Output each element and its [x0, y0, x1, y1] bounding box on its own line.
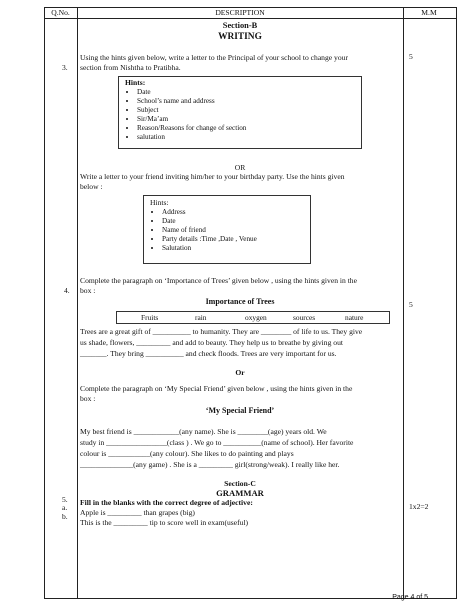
q3-number: 3.: [62, 63, 68, 72]
q3-hints-list: [119, 88, 361, 141]
q3-text-line2: section from Nishtha to Pratibha.: [80, 63, 181, 72]
section-b-title: Section-B: [222, 21, 258, 30]
q3-hint-item: • Subject: [137, 106, 361, 115]
header-divider: [44, 18, 456, 19]
q3-alt-hint-item: • Date: [162, 217, 310, 226]
q3-alt-line1: Write a letter to your friend inviting him/her to your birthday party. Use the hints given: [80, 172, 345, 181]
column-divider-marks: [403, 7, 404, 599]
q3-alt-hint-item: • Address: [162, 208, 310, 217]
section-c-subtitle: GRAMMAR: [216, 488, 264, 498]
word-bank-item: rain: [195, 313, 207, 322]
q5-number: 5.: [62, 495, 68, 504]
q5-instruction: Fill in the blanks with the correct degree of adjective:: [80, 498, 253, 507]
q3-marks: 5: [409, 52, 413, 61]
header-qno: Q.No.: [51, 8, 70, 17]
q4-alt-line1: Complete the paragraph on ‘My Special Friend’ given below , using the hints given in the: [80, 384, 353, 393]
q4-or: Or: [235, 368, 245, 377]
word-bank-item: nature: [345, 313, 364, 322]
q5-item-a: Apple is _________ than grapes (big): [80, 508, 195, 517]
header-marks: M.M: [421, 8, 437, 17]
q4-text-line2: box :: [80, 286, 96, 295]
q4-paragraph-line2: us shade, flowers, _________ and add to beauty. They help us to breathe by giving out: [80, 338, 343, 347]
q4-paragraph-line3: _______. They bring __________ and check floods. Trees are very important for us.: [80, 349, 337, 358]
q4-number: 4.: [64, 286, 70, 295]
q4-alt-paragraph-line2: study in ________________(class ) . We go to __________(name of school). Her favorite: [80, 438, 354, 447]
q3-alt-hint-item: • Salutation: [162, 244, 310, 253]
section-c-title: Section-C: [224, 479, 256, 488]
q4-marks: 5: [409, 300, 413, 309]
q4-alt-line2: box :: [80, 394, 96, 403]
q3-or: OR: [234, 163, 246, 172]
page-number: Page 4 of 5: [392, 594, 428, 601]
q3-alt-hint-item: • Party details :Time ,Date , Venue: [162, 235, 310, 244]
q3-alt-hint-item: • Name of friend: [162, 226, 310, 235]
q3-alt-hints-box: [143, 195, 311, 264]
q3-hint-item: • Date: [137, 88, 361, 97]
q3-hint-item: • salutation: [137, 133, 361, 142]
q3-hint-item: • Sir/Ma’am: [137, 115, 361, 124]
q3-alt-hints-title: Hints:: [150, 198, 169, 207]
q4-alt-paragraph-line1: My best friend is ____________(any name). She is ________(age) years old. We: [80, 427, 327, 436]
q4-title: Importance of Trees: [205, 297, 275, 306]
q3-hint-item: • School’s name and address: [137, 97, 361, 106]
q4-word-bank: [116, 311, 390, 324]
q5-item-b: This is the _________ tip to score well in exam(useful): [80, 518, 249, 527]
q5-marks: 1x2=2: [409, 502, 429, 511]
q4-text-line1: Complete the paragraph on ‘Importance of Trees’ given below , using the hints given in the: [80, 276, 357, 285]
word-bank-item: Fruits: [141, 313, 159, 322]
word-bank-item: oxygen: [245, 313, 267, 322]
q4-alt-paragraph-line3: colour is ___________(any colour). She likes to do painting and plays: [80, 449, 294, 458]
q3-hint-item: • Reason/Reasons for change of section: [137, 124, 361, 133]
q4-alt-paragraph-line4: ______________(any game) . She is a _________ girl(strong/weak). I really like her.: [80, 460, 340, 469]
q3-alt-hints-list: [144, 208, 310, 253]
header-description: DESCRIPTION: [215, 8, 265, 17]
q3-hints-title: Hints:: [125, 78, 146, 87]
q5-sub-a: a.: [62, 503, 68, 512]
q5-sub-b: b.: [62, 512, 68, 521]
section-b-subtitle: WRITING: [218, 32, 262, 42]
q3-hints-box: [118, 76, 362, 149]
q3-text-line1: Using the hints given below, write a letter to the Principal of your school to change your: [80, 53, 348, 62]
q4-paragraph-line1: Trees are a great gift of __________ to humanity. They are ________ of life to us. They give: [80, 327, 363, 336]
word-bank-item: sources: [293, 313, 316, 322]
q3-alt-line2: below :: [80, 182, 103, 191]
q4-alt-title: ‘My Special Friend’: [205, 406, 275, 415]
